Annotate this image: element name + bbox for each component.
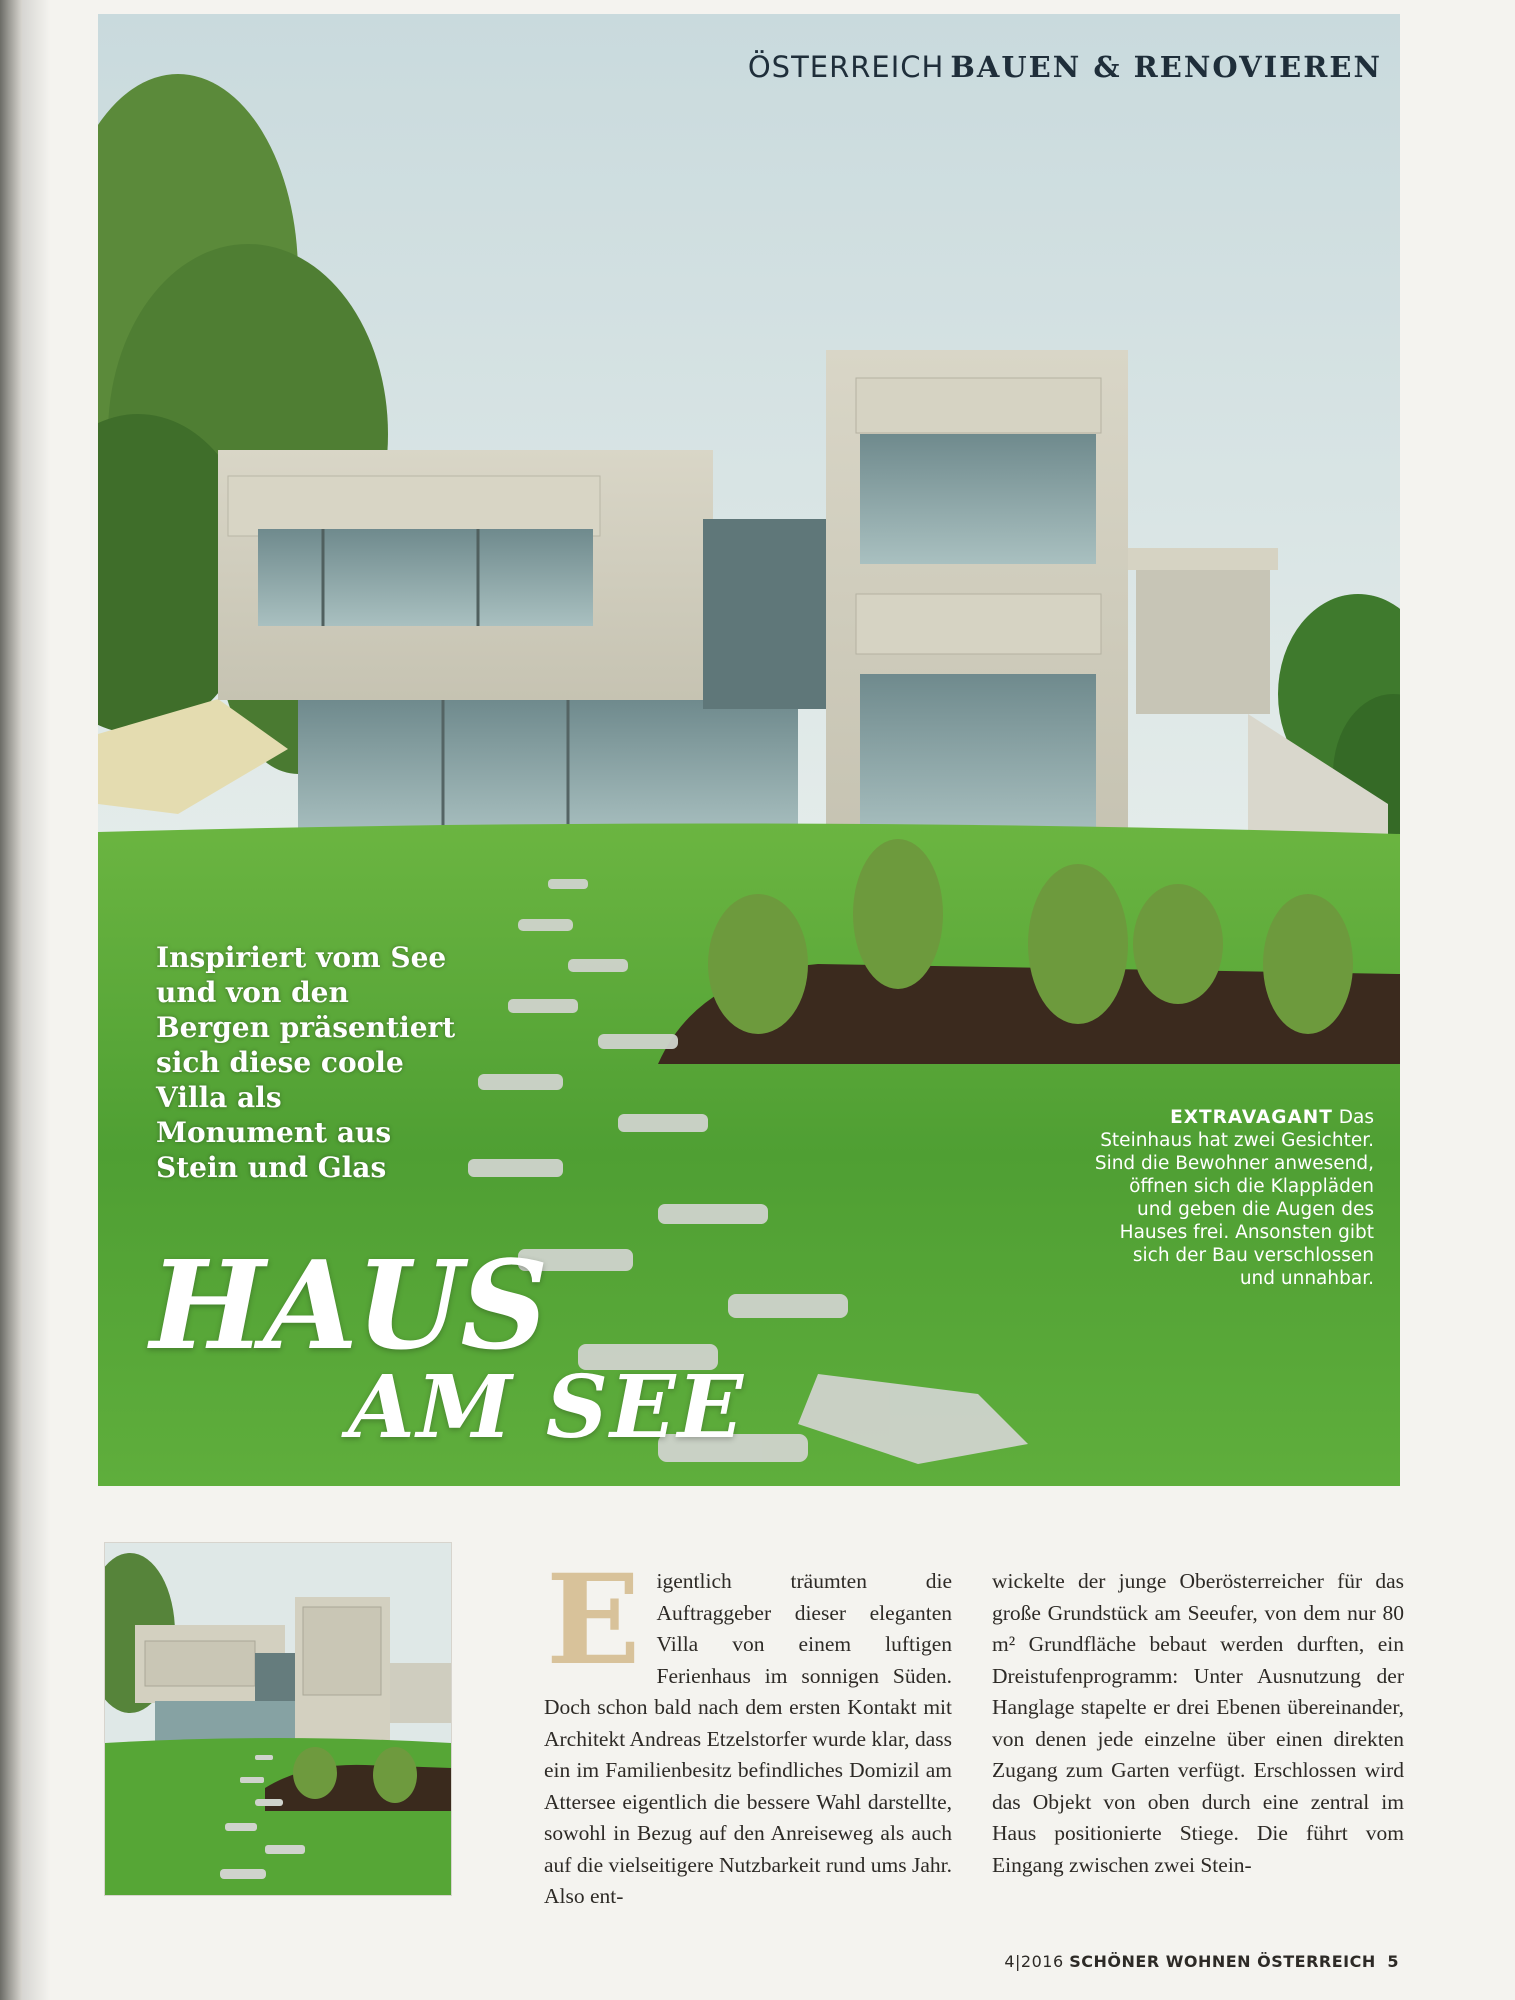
- hero-photo: [98, 14, 1400, 1486]
- section-country: ÖSTERREICH: [747, 50, 945, 84]
- article-column-1: [544, 1548, 952, 1913]
- headline-line-2: AM SEE: [348, 1357, 746, 1458]
- drop-cap: E: [546, 1548, 641, 1693]
- article-column-2: [992, 1566, 1404, 1881]
- article-paragraph-2: wickelte der junge Oberösterreicher für das große Grundstück am Seeufer, von dem nur 80 m² Grundfläche bebaut werden durften, ein Dreistufenprogramm: Unter Ausnutzung der Hanglage stapelte er drei Ebenen übereinander, von denen jede einzelne über einen direkten Zugang zum Garten verfügt. Erschlossen wird das Objekt von oben durch eine zentral im Haus positionierte Stiege. Die führt vom Eingang zwischen zwei Stein-: [992, 1569, 1404, 1877]
- article-lede: Inspiriert vom See und von den Bergen präsentiert sich diese coole Villa als Monument aus Stein und Glas: [156, 941, 456, 1184]
- villa-thumbnail-illustration: [105, 1543, 451, 1895]
- thumbnail-photo: [104, 1542, 452, 1896]
- footer-magazine: SCHÖNER WOHNEN ÖSTERREICH: [1069, 1952, 1376, 1971]
- section-rubric: BAUEN & RENOVIEREN: [950, 50, 1382, 84]
- magazine-spine: [0, 0, 22, 2000]
- section-header: [748, 50, 1382, 84]
- page-footer: [1004, 1952, 1399, 1971]
- footer-page-number: 5: [1387, 1952, 1399, 1971]
- caption-kicker: EXTRAVAGANT: [1170, 1107, 1333, 1128]
- photo-caption: [1094, 1106, 1374, 1290]
- spine-shadow: [22, 0, 50, 2000]
- headline-line-1: HAUS: [150, 1233, 547, 1377]
- article-paragraph-1: igentlich träumten die Auftraggeber dieser eleganten Villa von einem luftigen Ferienhaus im sonnigen Süden. Doch schon bald nach dem ersten Kontakt mit Architekt Andreas Etzelstorfer wurde klar, dass ein im Familienbesitz befindliches Domizil am Attersee eigentlich die bessere Wahl darstellte, sowohl in Bezug auf den Anreiseweg als auch auf die vielseitigere Nutzbarkeit rund ums Jahr. Also ent-: [544, 1569, 952, 1908]
- caption-text: Das Steinhaus hat zwei Gesichter. Sind die Bewohner anwesend, öffnen sich die Klappläden und geben die Augen des Hauses frei. Ansonsten gibt sich der Bau verschlossen und unnahbar.: [1094, 1107, 1374, 1289]
- article-headline: [150, 1233, 746, 1458]
- footer-issue: 4|2016: [1004, 1952, 1064, 1971]
